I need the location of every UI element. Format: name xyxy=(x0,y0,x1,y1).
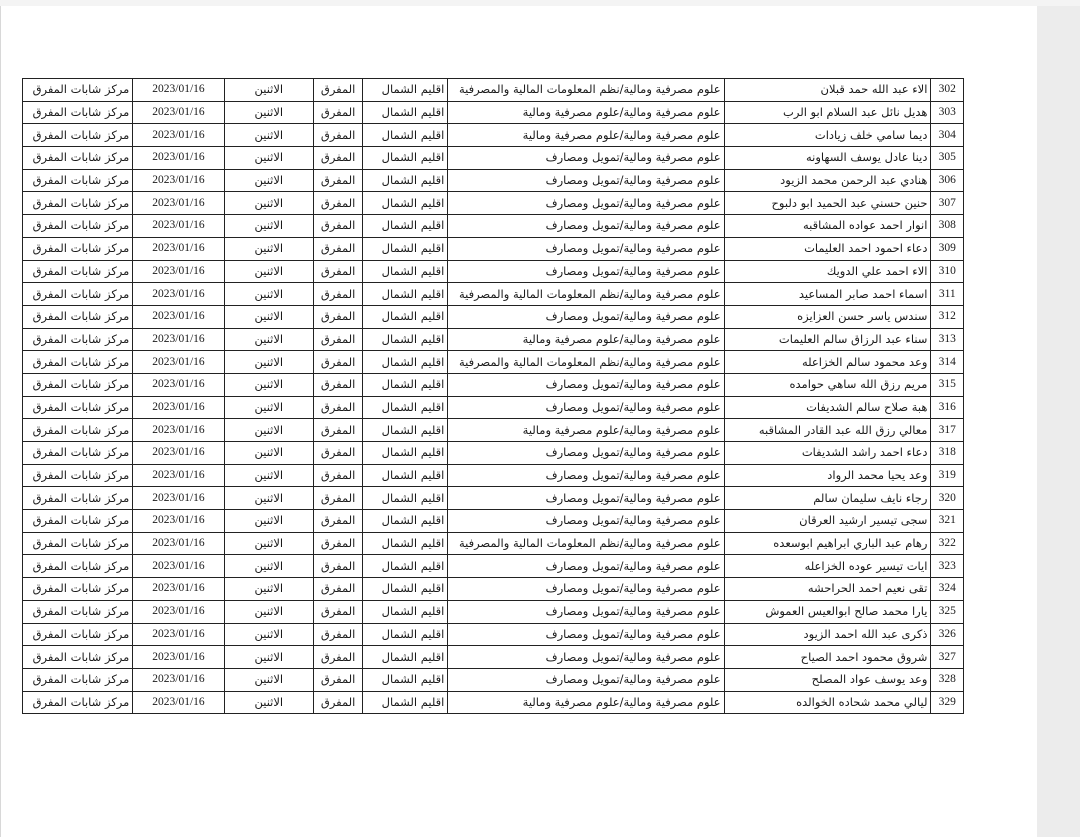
region-cell: اقليم الشمال xyxy=(363,147,448,170)
row-number-cell: 320 xyxy=(931,487,964,510)
major-cell: علوم مصرفية ومالية/تمويل ومصارف xyxy=(448,237,724,260)
table-row xyxy=(23,464,964,487)
region-cell: اقليم الشمال xyxy=(363,101,448,124)
exam-date-cell: 2023/01/16 xyxy=(133,260,224,283)
exam-center-cell: مركز شابات المفرق xyxy=(23,305,133,328)
student-name-cell: انوار احمد عواده المشاقبه xyxy=(724,215,931,238)
exam-center-cell: مركز شابات المفرق xyxy=(23,328,133,351)
governorate-cell: المفرق xyxy=(313,101,362,124)
student-name-cell: ديما سامي خلف زيادات xyxy=(724,124,931,147)
student-name-cell: ايات تيسير عوده الخزاعله xyxy=(724,555,931,578)
exam-center-cell: مركز شابات المفرق xyxy=(23,623,133,646)
region-cell: اقليم الشمال xyxy=(363,555,448,578)
student-name-cell: وعد يوسف عواد المصلح xyxy=(724,668,931,691)
region-cell: اقليم الشمال xyxy=(363,237,448,260)
major-cell: علوم مصرفية ومالية/علوم مصرفية ومالية xyxy=(448,691,724,714)
major-cell: علوم مصرفية ومالية/تمويل ومصارف xyxy=(448,555,724,578)
governorate-cell: المفرق xyxy=(313,691,362,714)
table-row xyxy=(23,532,964,555)
exam-date-cell: 2023/01/16 xyxy=(133,328,224,351)
row-number-cell: 314 xyxy=(931,351,964,374)
governorate-cell: المفرق xyxy=(313,328,362,351)
student-name-cell: سندس ياسر حسن العزايزه xyxy=(724,305,931,328)
region-cell: اقليم الشمال xyxy=(363,283,448,306)
exam-day-cell: الاثنين xyxy=(224,555,313,578)
exam-day-cell: الاثنين xyxy=(224,691,313,714)
exam-day-cell: الاثنين xyxy=(224,328,313,351)
exam-day-cell: الاثنين xyxy=(224,578,313,601)
exam-center-cell: مركز شابات المفرق xyxy=(23,169,133,192)
major-cell: علوم مصرفية ومالية/نظم المعلومات المالية والمصرفية xyxy=(448,79,724,102)
governorate-cell: المفرق xyxy=(313,283,362,306)
exam-date-cell: 2023/01/16 xyxy=(133,646,224,669)
student-name-cell: مريم رزق الله ساهي حوامده xyxy=(724,373,931,396)
exam-date-cell: 2023/01/16 xyxy=(133,442,224,465)
student-name-cell: رهام عبد الباري ابراهيم ابوسعده xyxy=(724,532,931,555)
region-cell: اقليم الشمال xyxy=(363,79,448,102)
student-name-cell: سجى تيسير ارشيد العرقان xyxy=(724,510,931,533)
row-number-cell: 303 xyxy=(931,101,964,124)
region-cell: اقليم الشمال xyxy=(363,305,448,328)
region-cell: اقليم الشمال xyxy=(363,691,448,714)
exam-center-cell: مركز شابات المفرق xyxy=(23,600,133,623)
governorate-cell: المفرق xyxy=(313,373,362,396)
major-cell: علوم مصرفية ومالية/تمويل ومصارف xyxy=(448,192,724,215)
governorate-cell: المفرق xyxy=(313,147,362,170)
exam-day-cell: الاثنين xyxy=(224,442,313,465)
exam-date-cell: 2023/01/16 xyxy=(133,169,224,192)
major-cell: علوم مصرفية ومالية/نظم المعلومات المالية والمصرفية xyxy=(448,351,724,374)
exam-date-cell: 2023/01/16 xyxy=(133,351,224,374)
student-name-cell: هديل نائل عبد السلام ابو الرب xyxy=(724,101,931,124)
major-cell: علوم مصرفية ومالية/تمويل ومصارف xyxy=(448,578,724,601)
governorate-cell: المفرق xyxy=(313,600,362,623)
table-row xyxy=(23,419,964,442)
governorate-cell: المفرق xyxy=(313,169,362,192)
exam-date-cell: 2023/01/16 xyxy=(133,124,224,147)
governorate-cell: المفرق xyxy=(313,668,362,691)
exam-day-cell: الاثنين xyxy=(224,351,313,374)
exam-date-cell: 2023/01/16 xyxy=(133,373,224,396)
table-row xyxy=(23,691,964,714)
governorate-cell: المفرق xyxy=(313,510,362,533)
governorate-cell: المفرق xyxy=(313,124,362,147)
row-number-cell: 305 xyxy=(931,147,964,170)
region-cell: اقليم الشمال xyxy=(363,646,448,669)
exam-date-cell: 2023/01/16 xyxy=(133,283,224,306)
exam-center-cell: مركز شابات المفرق xyxy=(23,215,133,238)
region-cell: اقليم الشمال xyxy=(363,419,448,442)
exam-date-cell: 2023/01/16 xyxy=(133,487,224,510)
major-cell: علوم مصرفية ومالية/تمويل ومصارف xyxy=(448,464,724,487)
exam-day-cell: الاثنين xyxy=(224,623,313,646)
student-name-cell: شروق محمود احمد الصياح xyxy=(724,646,931,669)
table-row xyxy=(23,578,964,601)
exam-center-cell: مركز شابات المفرق xyxy=(23,578,133,601)
student-name-cell: يارا محمد صالح ابوالعيس العموش xyxy=(724,600,931,623)
exam-center-cell: مركز شابات المفرق xyxy=(23,487,133,510)
table-row xyxy=(23,600,964,623)
major-cell: علوم مصرفية ومالية/نظم المعلومات المالية والمصرفية xyxy=(448,532,724,555)
row-number-cell: 326 xyxy=(931,623,964,646)
student-name-cell: وعد محمود سالم الخزاعله xyxy=(724,351,931,374)
exam-center-cell: مركز شابات المفرق xyxy=(23,283,133,306)
exam-center-cell: مركز شابات المفرق xyxy=(23,373,133,396)
exam-day-cell: الاثنين xyxy=(224,464,313,487)
exam-day-cell: الاثنين xyxy=(224,668,313,691)
exam-center-cell: مركز شابات المفرق xyxy=(23,260,133,283)
region-cell: اقليم الشمال xyxy=(363,215,448,238)
governorate-cell: المفرق xyxy=(313,419,362,442)
major-cell: علوم مصرفية ومالية/تمويل ومصارف xyxy=(448,215,724,238)
major-cell: علوم مصرفية ومالية/تمويل ومصارف xyxy=(448,668,724,691)
exam-date-cell: 2023/01/16 xyxy=(133,215,224,238)
governorate-cell: المفرق xyxy=(313,260,362,283)
exam-day-cell: الاثنين xyxy=(224,510,313,533)
major-cell: علوم مصرفية ومالية/تمويل ومصارف xyxy=(448,487,724,510)
exam-center-cell: مركز شابات المفرق xyxy=(23,396,133,419)
region-cell: اقليم الشمال xyxy=(363,260,448,283)
table-row xyxy=(23,283,964,306)
exam-day-cell: الاثنين xyxy=(224,147,313,170)
student-name-cell: دعاء احمود احمد العليمات xyxy=(724,237,931,260)
region-cell: اقليم الشمال xyxy=(363,510,448,533)
exam-day-cell: الاثنين xyxy=(224,305,313,328)
table-row xyxy=(23,396,964,419)
exam-day-cell: الاثنين xyxy=(224,260,313,283)
table-row xyxy=(23,623,964,646)
table-row xyxy=(23,305,964,328)
region-cell: اقليم الشمال xyxy=(363,600,448,623)
governorate-cell: المفرق xyxy=(313,79,362,102)
student-name-cell: وعد يحيا محمد الرواد xyxy=(724,464,931,487)
student-name-cell: دينا عادل يوسف السهاونه xyxy=(724,147,931,170)
exam-date-cell: 2023/01/16 xyxy=(133,419,224,442)
table-row xyxy=(23,192,964,215)
student-name-cell: الاء عبد الله حمد قبلان xyxy=(724,79,931,102)
region-cell: اقليم الشمال xyxy=(363,169,448,192)
major-cell: علوم مصرفية ومالية/تمويل ومصارف xyxy=(448,373,724,396)
exam-day-cell: الاثنين xyxy=(224,215,313,238)
exam-center-cell: مركز شابات المفرق xyxy=(23,79,133,102)
exam-center-cell: مركز شابات المفرق xyxy=(23,192,133,215)
table-row xyxy=(23,487,964,510)
table-row xyxy=(23,646,964,669)
exam-center-cell: مركز شابات المفرق xyxy=(23,668,133,691)
region-cell: اقليم الشمال xyxy=(363,442,448,465)
row-number-cell: 309 xyxy=(931,237,964,260)
row-number-cell: 322 xyxy=(931,532,964,555)
table-row xyxy=(23,328,964,351)
exam-day-cell: الاثنين xyxy=(224,396,313,419)
row-number-cell: 302 xyxy=(931,79,964,102)
exam-date-cell: 2023/01/16 xyxy=(133,510,224,533)
major-cell: علوم مصرفية ومالية/تمويل ومصارف xyxy=(448,147,724,170)
region-cell: اقليم الشمال xyxy=(363,396,448,419)
row-number-cell: 318 xyxy=(931,442,964,465)
row-number-cell: 304 xyxy=(931,124,964,147)
governorate-cell: المفرق xyxy=(313,442,362,465)
exam-date-cell: 2023/01/16 xyxy=(133,192,224,215)
table-row xyxy=(23,147,964,170)
row-number-cell: 312 xyxy=(931,305,964,328)
table-row xyxy=(23,237,964,260)
governorate-cell: المفرق xyxy=(313,555,362,578)
major-cell: علوم مصرفية ومالية/تمويل ومصارف xyxy=(448,396,724,419)
table-row xyxy=(23,169,964,192)
row-number-cell: 316 xyxy=(931,396,964,419)
exam-center-cell: مركز شابات المفرق xyxy=(23,442,133,465)
student-name-cell: ليالي محمد شحاده الخوالده xyxy=(724,691,931,714)
exam-day-cell: الاثنين xyxy=(224,373,313,396)
exam-day-cell: الاثنين xyxy=(224,124,313,147)
region-cell: اقليم الشمال xyxy=(363,124,448,147)
exam-roster-table xyxy=(22,78,964,714)
region-cell: اقليم الشمال xyxy=(363,192,448,215)
table-row xyxy=(23,260,964,283)
table-row xyxy=(23,442,964,465)
governorate-cell: المفرق xyxy=(313,464,362,487)
exam-day-cell: الاثنين xyxy=(224,487,313,510)
exam-day-cell: الاثنين xyxy=(224,646,313,669)
student-name-cell: حنين حسني عبد الحميد ابو دلبوح xyxy=(724,192,931,215)
major-cell: علوم مصرفية ومالية/علوم مصرفية ومالية xyxy=(448,124,724,147)
row-number-cell: 323 xyxy=(931,555,964,578)
exam-date-cell: 2023/01/16 xyxy=(133,101,224,124)
row-number-cell: 311 xyxy=(931,283,964,306)
exam-center-cell: مركز شابات المفرق xyxy=(23,101,133,124)
table-row xyxy=(23,101,964,124)
governorate-cell: المفرق xyxy=(313,578,362,601)
student-name-cell: اسماء احمد صابر المساعيد xyxy=(724,283,931,306)
exam-date-cell: 2023/01/16 xyxy=(133,555,224,578)
major-cell: علوم مصرفية ومالية/تمويل ومصارف xyxy=(448,510,724,533)
exam-date-cell: 2023/01/16 xyxy=(133,623,224,646)
student-name-cell: ذكرى عبد الله احمد الزيود xyxy=(724,623,931,646)
row-number-cell: 307 xyxy=(931,192,964,215)
exam-day-cell: الاثنين xyxy=(224,192,313,215)
row-number-cell: 306 xyxy=(931,169,964,192)
major-cell: علوم مصرفية ومالية/نظم المعلومات المالية والمصرفية xyxy=(448,283,724,306)
exam-center-cell: مركز شابات المفرق xyxy=(23,532,133,555)
student-name-cell: رجاء نايف سليمان سالم xyxy=(724,487,931,510)
table-row xyxy=(23,668,964,691)
governorate-cell: المفرق xyxy=(313,351,362,374)
region-cell: اقليم الشمال xyxy=(363,668,448,691)
exam-day-cell: الاثنين xyxy=(224,283,313,306)
roster-table-body xyxy=(23,79,964,714)
exam-center-cell: مركز شابات المفرق xyxy=(23,419,133,442)
exam-date-cell: 2023/01/16 xyxy=(133,691,224,714)
row-number-cell: 317 xyxy=(931,419,964,442)
exam-day-cell: الاثنين xyxy=(224,101,313,124)
row-number-cell: 321 xyxy=(931,510,964,533)
exam-date-cell: 2023/01/16 xyxy=(133,305,224,328)
major-cell: علوم مصرفية ومالية/علوم مصرفية ومالية xyxy=(448,101,724,124)
major-cell: علوم مصرفية ومالية/علوم مصرفية ومالية xyxy=(448,419,724,442)
region-cell: اقليم الشمال xyxy=(363,328,448,351)
exam-center-cell: مركز شابات المفرق xyxy=(23,147,133,170)
exam-date-cell: 2023/01/16 xyxy=(133,532,224,555)
row-number-cell: 308 xyxy=(931,215,964,238)
exam-center-cell: مركز شابات المفرق xyxy=(23,555,133,578)
governorate-cell: المفرق xyxy=(313,215,362,238)
exam-date-cell: 2023/01/16 xyxy=(133,396,224,419)
exam-date-cell: 2023/01/16 xyxy=(133,578,224,601)
student-name-cell: تقى نعيم احمد الحراحشه xyxy=(724,578,931,601)
student-name-cell: الاء احمد علي الدويك xyxy=(724,260,931,283)
major-cell: علوم مصرفية ومالية/تمويل ومصارف xyxy=(448,623,724,646)
exam-center-cell: مركز شابات المفرق xyxy=(23,646,133,669)
row-number-cell: 313 xyxy=(931,328,964,351)
student-name-cell: دعاء احمد راشد الشديفات xyxy=(724,442,931,465)
major-cell: علوم مصرفية ومالية/تمويل ومصارف xyxy=(448,600,724,623)
row-number-cell: 329 xyxy=(931,691,964,714)
row-number-cell: 319 xyxy=(931,464,964,487)
governorate-cell: المفرق xyxy=(313,623,362,646)
row-number-cell: 310 xyxy=(931,260,964,283)
governorate-cell: المفرق xyxy=(313,396,362,419)
exam-center-cell: مركز شابات المفرق xyxy=(23,691,133,714)
student-name-cell: معالي رزق الله عبد القادر المشاقبه xyxy=(724,419,931,442)
student-name-cell: هنادي عبد الرحمن محمد الزيود xyxy=(724,169,931,192)
governorate-cell: المفرق xyxy=(313,646,362,669)
exam-day-cell: الاثنين xyxy=(224,600,313,623)
exam-center-cell: مركز شابات المفرق xyxy=(23,510,133,533)
row-number-cell: 327 xyxy=(931,646,964,669)
exam-day-cell: الاثنين xyxy=(224,169,313,192)
exam-date-cell: 2023/01/16 xyxy=(133,147,224,170)
row-number-cell: 325 xyxy=(931,600,964,623)
exam-center-cell: مركز شابات المفرق xyxy=(23,237,133,260)
major-cell: علوم مصرفية ومالية/تمويل ومصارف xyxy=(448,442,724,465)
row-number-cell: 324 xyxy=(931,578,964,601)
exam-day-cell: الاثنين xyxy=(224,237,313,260)
table-row xyxy=(23,510,964,533)
major-cell: علوم مصرفية ومالية/تمويل ومصارف xyxy=(448,646,724,669)
table-row xyxy=(23,124,964,147)
exam-center-cell: مركز شابات المفرق xyxy=(23,351,133,374)
major-cell: علوم مصرفية ومالية/علوم مصرفية ومالية xyxy=(448,328,724,351)
major-cell: علوم مصرفية ومالية/تمويل ومصارف xyxy=(448,260,724,283)
region-cell: اقليم الشمال xyxy=(363,578,448,601)
student-name-cell: سناء عبد الرزاق سالم العليمات xyxy=(724,328,931,351)
governorate-cell: المفرق xyxy=(313,487,362,510)
table-row xyxy=(23,351,964,374)
governorate-cell: المفرق xyxy=(313,192,362,215)
governorate-cell: المفرق xyxy=(313,237,362,260)
governorate-cell: المفرق xyxy=(313,532,362,555)
exam-day-cell: الاثنين xyxy=(224,419,313,442)
major-cell: علوم مصرفية ومالية/تمويل ومصارف xyxy=(448,169,724,192)
exam-center-cell: مركز شابات المفرق xyxy=(23,464,133,487)
governorate-cell: المفرق xyxy=(313,305,362,328)
exam-date-cell: 2023/01/16 xyxy=(133,464,224,487)
region-cell: اقليم الشمال xyxy=(363,351,448,374)
exam-center-cell: مركز شابات المفرق xyxy=(23,124,133,147)
region-cell: اقليم الشمال xyxy=(363,464,448,487)
student-name-cell: هبة صلاح سالم الشديفات xyxy=(724,396,931,419)
exam-day-cell: الاثنين xyxy=(224,532,313,555)
exam-date-cell: 2023/01/16 xyxy=(133,79,224,102)
row-number-cell: 328 xyxy=(931,668,964,691)
exam-date-cell: 2023/01/16 xyxy=(133,600,224,623)
region-cell: اقليم الشمال xyxy=(363,487,448,510)
exam-date-cell: 2023/01/16 xyxy=(133,237,224,260)
row-number-cell: 315 xyxy=(931,373,964,396)
table-row xyxy=(23,555,964,578)
major-cell: علوم مصرفية ومالية/تمويل ومصارف xyxy=(448,305,724,328)
exam-day-cell: الاثنين xyxy=(224,79,313,102)
table-row xyxy=(23,373,964,396)
exam-date-cell: 2023/01/16 xyxy=(133,668,224,691)
table-row xyxy=(23,79,964,102)
region-cell: اقليم الشمال xyxy=(363,532,448,555)
region-cell: اقليم الشمال xyxy=(363,373,448,396)
table-row xyxy=(23,215,964,238)
region-cell: اقليم الشمال xyxy=(363,623,448,646)
